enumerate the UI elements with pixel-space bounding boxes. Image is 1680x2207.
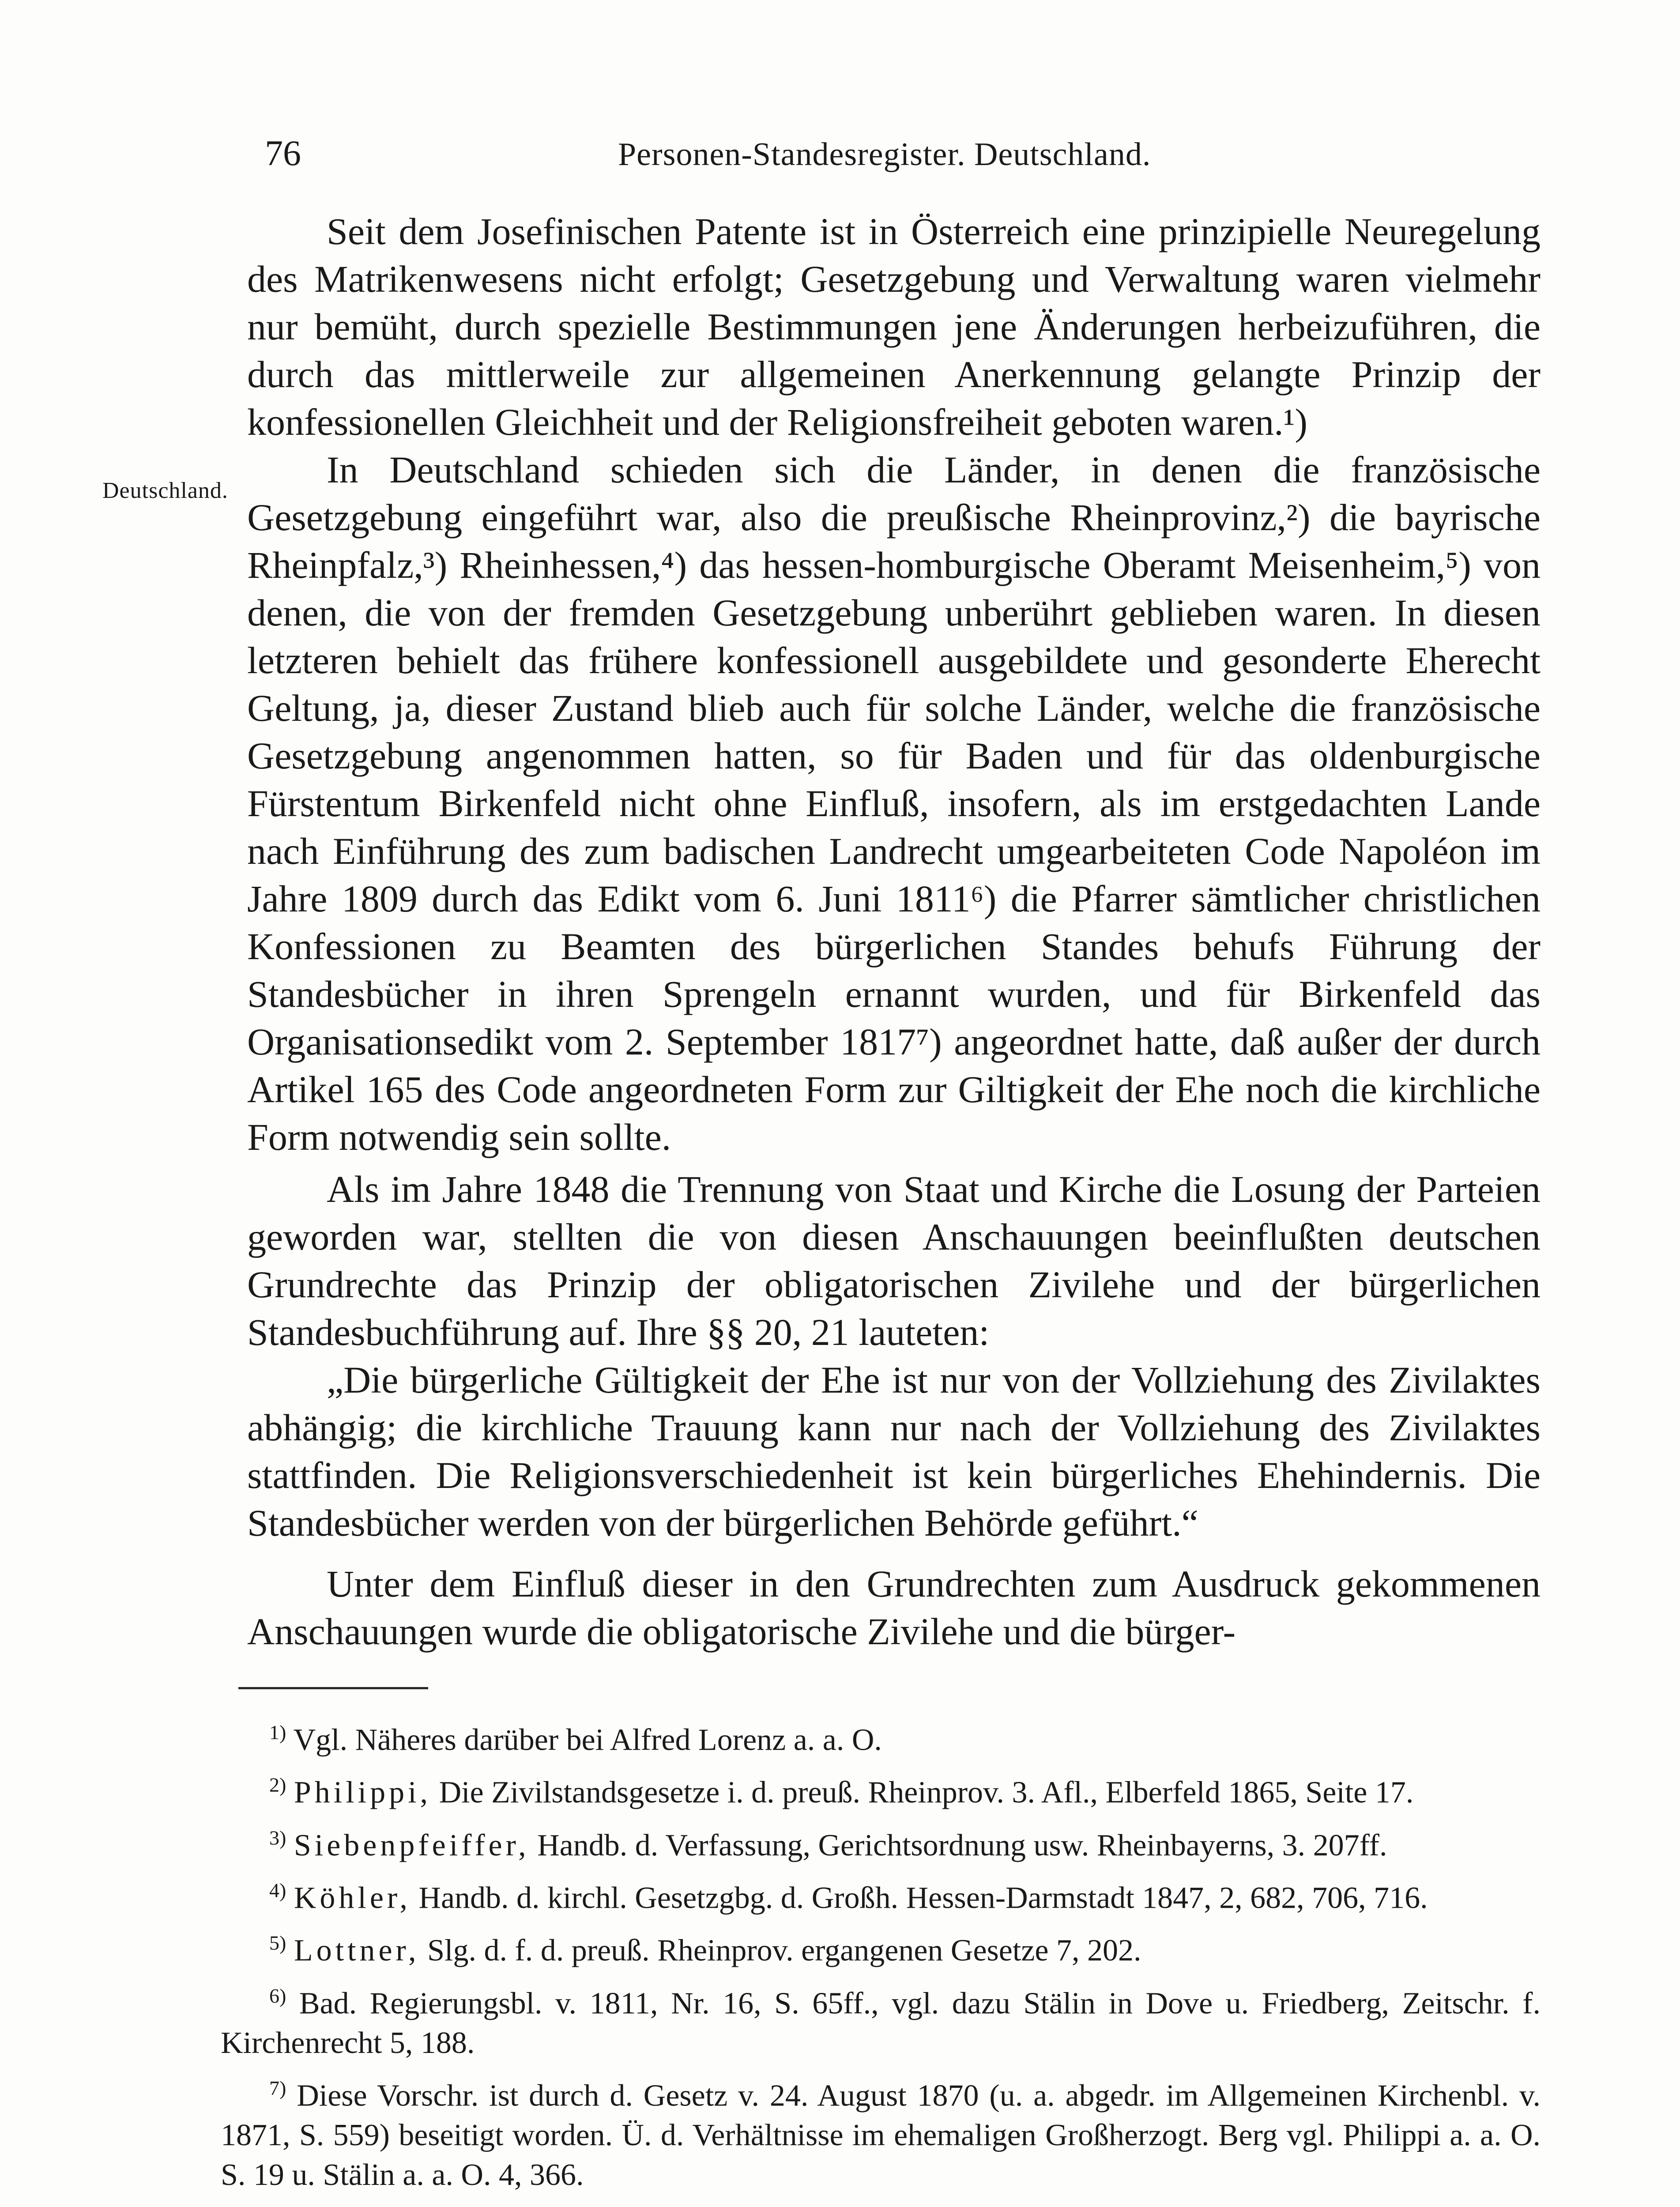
footnote-mark: 4) <box>269 1879 286 1902</box>
footnote-author: Philippi, <box>294 1775 432 1810</box>
footnote-mark: 6) <box>269 1984 286 2007</box>
footnote-text: Bad. Regierungsbl. v. 1811, Nr. 16, S. 65ff., vgl. dazu Stälin in Dove u. Friedberg, Zeitschr. f. Kirchenrecht 5, 188. <box>221 1986 1541 2060</box>
footnote-text: Die Zivilstandsgesetze i. d. preuß. Rheinprov. 3. Afl., Elberfeld 1865, Seite 17. <box>439 1775 1414 1810</box>
footnote <box>221 1871 1541 1918</box>
paragraph: Als im Jahre 1848 die Trennung von Staat und Kirche die Losung der Parteien geworden war, stellten die von diesen Anschauungen beeinflußten deutschen Grundrechte das Prinzip der obligatorischen Zivilehe und der bürgerlichen Standesbuchführung auf. Ihre §§ 20, 21 lauteten: <box>247 1168 1541 1353</box>
running-head: Personen-Standesregister. Deutschland. <box>618 136 1151 173</box>
margin-note: Deutschland. <box>102 478 228 503</box>
footnote-mark: 5) <box>269 1932 286 1955</box>
footnote <box>221 1976 1541 2063</box>
footnote-text: Vgl. Näheres darüber bei Alfred Lorenz a. a. O. <box>293 1723 882 1757</box>
page-header <box>265 132 1536 194</box>
paragraph: Unter dem Einfluß dieser in den Grundrechten zum Ausdruck gekommenen Anschauungen wurde die obligatorische Zivilehe und die bürger- <box>247 1563 1541 1653</box>
quotation: „Die bürgerliche Gültigkeit der Ehe ist nur von der Vollziehung des Zivilaktes abhängig; die kirchliche Trauung kann nur nach der Vollziehung des Zivilaktes stattfinden. Die Religionsverschiedenheit ist kein bürgerliches Ehehindernis. Die Standesbücher werden von der bürgerlichen Behörde geführt.“ <box>247 1359 1541 1544</box>
footnote <box>221 2068 1541 2195</box>
footnote-text: Handb. d. kirchl. Gesetzgbg. d. Großh. Hessen-Darmstadt 1847, 2, 682, 706, 716. <box>418 1881 1428 1915</box>
paragraph: In Deutschland schieden sich die Länder, in denen die französische Gesetzgebung eingeführt war, also die preußische Rheinprovinz,²) die bayrische Rheinpfalz,³) Rheinhessen,⁴) das hessen-homburgische Oberamt Meisenheim,⁵) von denen, die von der fremden Gesetzgebung unberührt geblieben waren. In diesen letzteren behielt das frühere konfessionell ausgebildete und gesonderte Eherecht Geltung, ja, dieser Zustand blieb auch für solche Länder, welche die französische Gesetzgebung angenommen hatten, so für Baden und für das oldenburgische Fürstentum Birkenfeld nicht ohne Einfluß, insofern, als im erstgedachten Lande nach Einführung des zum badischen Landrecht umgearbeiteten Code Napoléon im Jahre 1809 durch das Edikt vom 6. Juni 1811⁶) die Pfarrer sämtlicher christlichen Konfessionen zu Beamten des bürgerlichen Standes behufs Führung der Standesbücher in ihren Sprengeln ernannt wurden, und für Birkenfeld das Organisationsedikt vom 2. September 1817⁷) angeordnet hatte, daß außer der durch Artikel 165 des Code angeordneten Form zur Giltigkeit der Ehe noch die kirchliche Form notwendig sein sollte. <box>247 448 1541 1158</box>
footnote-text: Slg. d. f. d. preuß. Rheinprov. ergangenen Gesetze 7, 202. <box>427 1933 1141 1968</box>
footnotes <box>221 1713 1541 2200</box>
footnote-author: Siebenpfeiffer, <box>294 1828 530 1862</box>
page-number: 76 <box>265 133 301 173</box>
footnote-text: Diese Vorschr. ist durch d. Gesetz v. 24. August 1870 (u. a. abgedr. im Allgemeinen Kirchenbl. v. 1871, S. 559) beseitigt worden. Ü. d. Verhältnisse im ehemaligen Großherzogt. Berg vgl. Philippi a. a. O. S. 19 u. Stälin a. a. O. 4, 366. <box>221 2079 1541 2192</box>
footnote-rule <box>238 1687 428 1689</box>
body-text <box>247 207 1541 1655</box>
footnote-mark: 1) <box>269 1721 286 1744</box>
footnote <box>221 1923 1541 1970</box>
footnote <box>221 1765 1541 1812</box>
footnote <box>221 1818 1541 1865</box>
footnote <box>221 1713 1541 1760</box>
paragraph: Seit dem Josefinischen Patente ist in Österreich eine prinzipielle Neuregelung des Matrikenwesens nicht erfolgt; Gesetzgebung und Verwaltung waren vielmehr nur bemüht, durch spezielle Bestimmungen jene Änderungen herbeizuführen, die durch das mittlerweile zur allgemeinen Anerkennung gelangte Prinzip der konfessionellen Gleichheit und der Religionsfreiheit geboten waren.¹) <box>247 210 1541 443</box>
footnote-mark: 2) <box>269 1774 286 1796</box>
footnote-text: Handb. d. Verfassung, Gerichtsordnung usw. Rheinbayerns, 3. 207ff. <box>537 1828 1387 1862</box>
footnote-author: Lottner, <box>294 1933 420 1968</box>
footnote-author: Köhler, <box>294 1881 411 1915</box>
footnote-mark: 7) <box>269 2076 286 2099</box>
footnote-mark: 3) <box>269 1826 286 1849</box>
